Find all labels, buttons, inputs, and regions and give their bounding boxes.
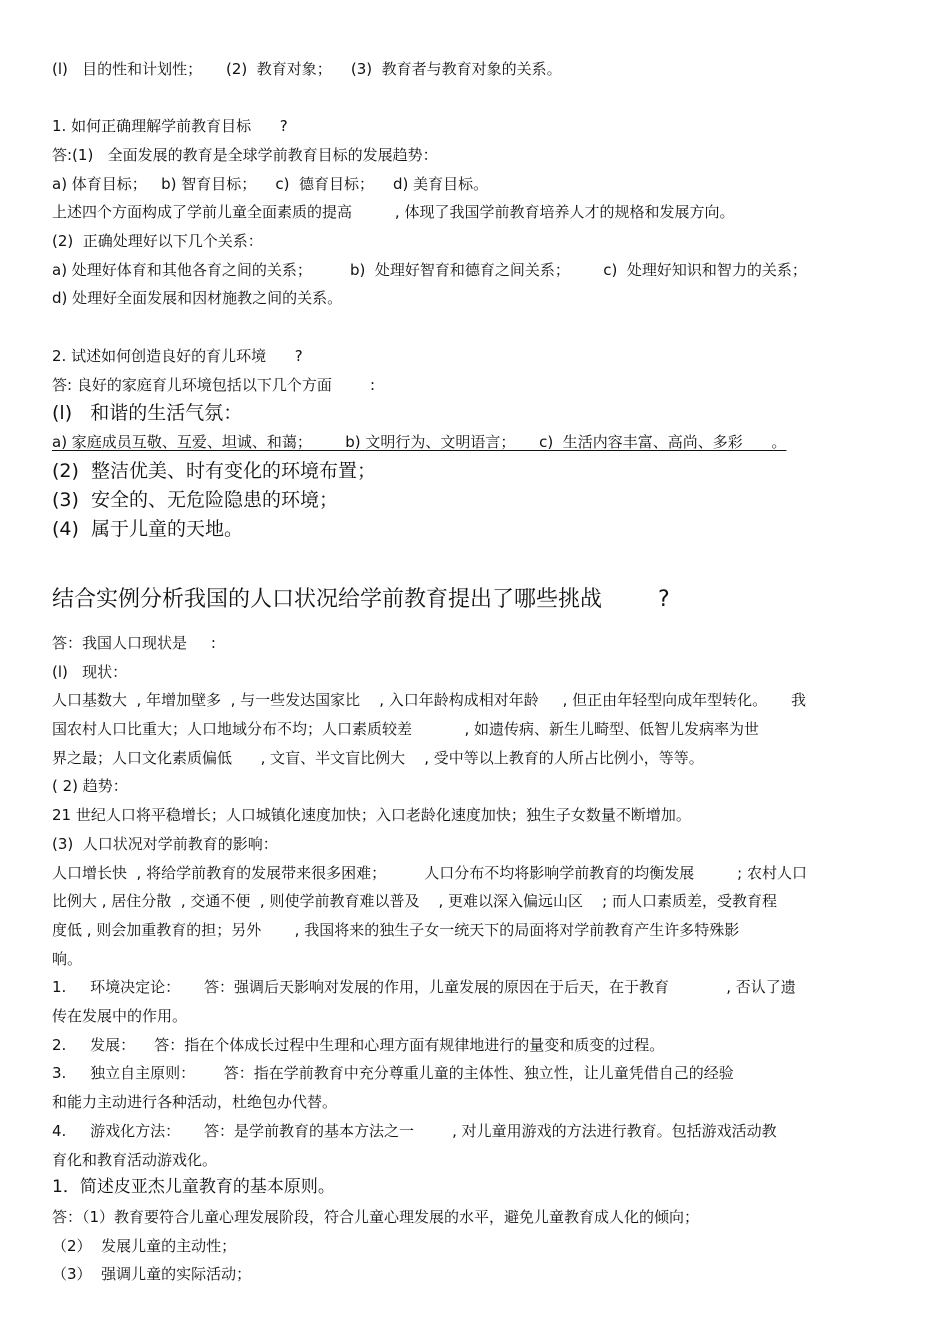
question-1: 1. 如何正确理解学前教育目标 ? bbox=[52, 117, 288, 135]
text-line: a) 体育目标； b) 智育目标； c) 德育目标； d) 美育目标。 bbox=[52, 175, 489, 193]
text-line: (l) 目的性和计划性； (2) 教育对象； (3) 教育者与教育对象的关系。 bbox=[52, 60, 562, 78]
term-2: 2. 发展： 答：指在个体成长过程中生理和心理方面有规律地进行的量变和质变的过程。 bbox=[52, 1036, 665, 1054]
text-line: 传在发展中的作用。 bbox=[52, 1007, 188, 1025]
text-line: ( 2) 趋势： bbox=[52, 777, 128, 795]
text-line: 21 世纪人口将平稳增长；人口城镇化速度加快；入口老龄化速度加快；独生子女数量不断增加。 bbox=[52, 806, 691, 824]
text-line: (l) 和谐的生活气氛： bbox=[52, 402, 243, 424]
text-line: (2) 整洁优美、时有变化的环境布置； bbox=[52, 460, 376, 482]
text-line: d) 处理好全面发展和因材施教之间的关系。 bbox=[52, 289, 343, 307]
text-line: 和能力主动进行各种活动，杜绝包办代替。 bbox=[52, 1093, 338, 1111]
text-line: 答:(1) 全面发展的教育是全球学前教育目标的发展趋势： bbox=[52, 146, 438, 164]
text-line: a) 处理好体育和其他各育之间的关系； b) 处理好智育和德育之间关系； c) 处理好知识和智力的关系； bbox=[52, 261, 807, 279]
text-line: 界之最；人口文化素质偏低 , 文盲、半文盲比例大 , 受中等以上教育的人所占比例小，等等。 bbox=[52, 749, 704, 767]
question-heading: 1．简述皮亚杰儿童教育的基本原则。 bbox=[52, 1177, 335, 1197]
text-line: （3） 强调儿童的实际活动； bbox=[52, 1265, 252, 1283]
text-line: 人口基数大 , 年增加壁多 , 与一些发达国家比 , 入口年龄构成相对年龄 , 但正由年轻型向成年型转化。 我 bbox=[52, 691, 806, 709]
section-heading: 结合实例分析我国的人口状况给学前教育提出了哪些挑战 ? bbox=[52, 587, 670, 612]
question-2: 2. 试述如何创造良好的育儿环境 ? bbox=[52, 347, 303, 365]
text-line: (2) 正确处理好以下几个关系： bbox=[52, 232, 263, 250]
text-line: 答: 良好的家庭育儿环境包括以下几个方面 : bbox=[52, 376, 376, 394]
text-line: (3) 人口状况对学前教育的影响： bbox=[52, 835, 278, 853]
term-4: 4. 游戏化方法： 答：是学前教育的基本方法之一 , 对儿童用游戏的方法进行教育。包括游戏活动教 bbox=[52, 1122, 777, 1140]
text-line: (l) 现状： bbox=[52, 663, 128, 681]
text-line: 答：我国人口现状是 : bbox=[52, 634, 216, 652]
text-line: 国农村人口比重大；人口地域分布不均；人口素质较差 , 如遗传病、新生儿畸型、低智儿发病率为世 bbox=[52, 720, 759, 738]
term-3: 3. 独立自主原则： 答：指在学前教育中充分尊重儿童的主体性、独立性，让儿童凭借自己的经验 bbox=[52, 1064, 734, 1082]
text-line: 育化和教育活动游戏化。 bbox=[52, 1151, 218, 1169]
text-line: (4) 属于儿童的天地。 bbox=[52, 518, 243, 540]
text-line: 比例大 , 居住分散 , 交通不便 , 则使学前教育难以普及 , 更难以深入偏远山区 ; 而人口素质差，受教育程 bbox=[52, 892, 777, 910]
text-line: 人口增长快 , 将给学前教育的发展带来很多困难； 人口分布不均将影响学前教育的均衡发展 ; 农村人口 bbox=[52, 864, 807, 882]
text-line: 响。 bbox=[52, 950, 83, 968]
term-1: 1. 环境决定论： 答：强调后天影响对发展的作用，儿童发展的原因在于后天，在于教育 , 否认了遗 bbox=[52, 978, 796, 996]
text-line: 答：（1）教育要符合儿童心理发展阶段，符合儿童心理发展的水平，避免儿童教育成人化的倾向； bbox=[52, 1208, 700, 1226]
text-line: 上述四个方面构成了学前儿童全面素质的提高 , 体现了我国学前教育培养人才的规格和发展方向。 bbox=[52, 203, 735, 221]
text-line: （2） 发展儿童的主动性； bbox=[52, 1237, 237, 1255]
text-line: 度低 , 则会加重教育的担；另外 , 我国将来的独生子女一统天下的局面将对学前教育产生许多特殊影 bbox=[52, 921, 740, 939]
text-line: (3) 安全的、无危险隐患的环境； bbox=[52, 489, 338, 511]
underlined-line: a) 家庭成员互敬、互爱、坦诚、和蔼； b) 文明行为、文明语言； c) 生活内容丰富、高尚、多彩 。 bbox=[52, 433, 787, 451]
